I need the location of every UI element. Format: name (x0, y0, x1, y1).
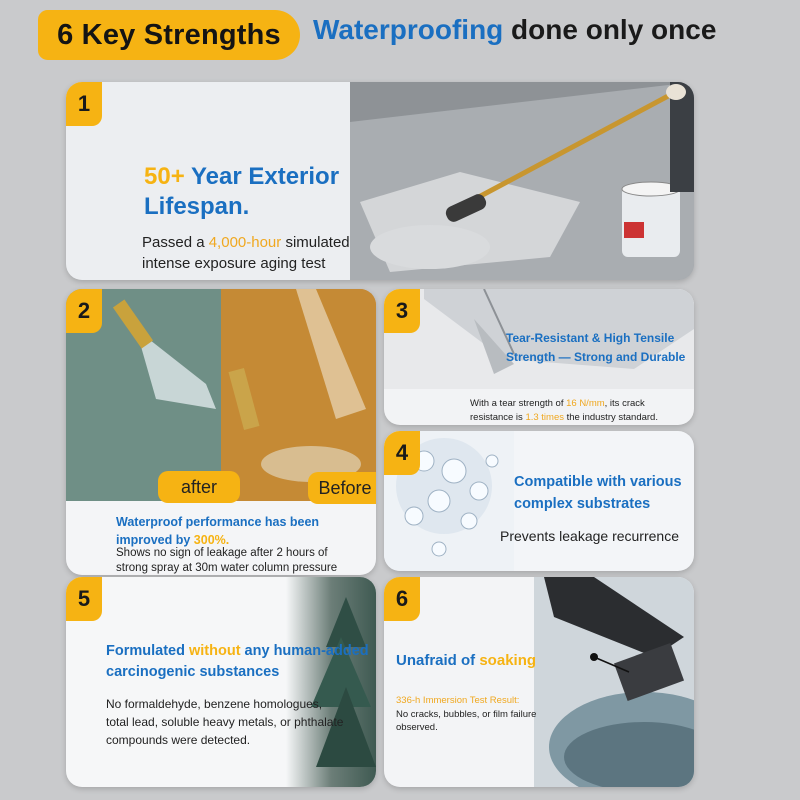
card-2-body-line2: strong spray at 30m water column pressure (116, 562, 338, 574)
card-1-body-highlight: 4,000-hour (208, 234, 282, 251)
card-2-body-line1: Shows no sign of leakage after 2 hours of (116, 547, 328, 559)
card-4-title-line2: complex substrates (514, 496, 651, 512)
card-6-body-line1: No cracks, bubbles, or film failure (396, 709, 537, 720)
card-3-body-line2-highlight: 1.3 times (525, 412, 564, 423)
card-5-title-highlight: without (188, 643, 241, 659)
card-number-4: 4 (384, 431, 420, 475)
card-2-title (116, 513, 319, 549)
card-5-title-a: Formulated (106, 643, 189, 659)
immersion-sample-photo (534, 577, 694, 787)
card-6-body (396, 708, 536, 734)
card-3-body-line1-highlight: 16 N/mm (566, 398, 605, 409)
card-4-body: Prevents leakage recurrence (500, 528, 679, 544)
card-1-body (142, 232, 350, 274)
card-number-2: 2 (66, 289, 102, 333)
card-5-body (106, 695, 343, 749)
card-number-3: 3 (384, 289, 420, 333)
strength-card-3 (384, 289, 694, 425)
card-6-body-line2: observed. (396, 722, 438, 733)
card-1-title-rest: Year Exterior (184, 163, 340, 190)
strength-card-5 (66, 577, 376, 787)
card-6-note: 336-h Immersion Test Result: (396, 695, 520, 706)
card-6-title (396, 652, 536, 669)
card-4-title-line1: Compatible with various (514, 474, 682, 490)
header-subtitle-rest: done only once (503, 14, 717, 45)
card-5-title (106, 641, 369, 683)
strength-card-4 (384, 431, 694, 571)
card-2-title-highlight: 300%. (193, 533, 230, 547)
card-2-title-line1: Waterproof performance has been (116, 515, 320, 529)
strength-card-2 (66, 289, 376, 575)
roof-coating-photo (350, 82, 694, 280)
strength-card-6 (384, 577, 694, 787)
header-badge-text: 6 Key Strengths (57, 18, 281, 51)
card-5-body-line1: No formaldehyde, benzene homologues, (106, 697, 323, 711)
card-number-6: 6 (384, 577, 420, 621)
card-5-title-b: any human-added (240, 643, 369, 659)
spray-test-photo (66, 289, 376, 501)
card-1-title-highlight: 50+ (144, 163, 185, 190)
after-label-text: after (180, 476, 218, 497)
header-subtitle (313, 14, 716, 46)
card-5-body-line3: compounds were detected. (106, 733, 251, 747)
card-3-body-line1b: , its crack (604, 398, 645, 409)
card-3-body (470, 397, 658, 425)
header-badge (38, 10, 300, 60)
card-number-5: 5 (66, 577, 102, 621)
card-3-body-line2b: the industry standard. (563, 412, 658, 423)
card-2-body (116, 546, 337, 575)
card-6-title-a: Unafraid of (396, 652, 480, 669)
card-1-body-line2: intense exposure aging test (142, 255, 326, 272)
card-number-1: 1 (66, 82, 102, 126)
card-1-body-a: Passed a (142, 234, 209, 251)
card-5-title-line2: carcinogenic substances (106, 664, 280, 680)
strength-card-1 (66, 82, 694, 280)
card-3-title (506, 329, 685, 367)
card-6-title-highlight: soaking (479, 652, 537, 669)
card-3-body-line2a: resistance is (470, 412, 526, 423)
card-2-title-line2a: improved by (116, 533, 194, 547)
card-3-body-line1a: With a tear strength of (470, 398, 567, 409)
card-3-title-line1: Tear-Resistant & High Tensile (506, 331, 675, 345)
before-label (308, 472, 376, 504)
card-4-title (514, 471, 682, 515)
card-1-title-line2: Lifespan. (144, 193, 250, 220)
card-3-title-line2: Strength — Strong and Durable (506, 350, 686, 364)
card-5-body-line2: total lead, soluble heavy metals, or phthalate (106, 715, 344, 729)
after-label (158, 471, 240, 503)
header-subtitle-highlight: Waterproofing (313, 14, 504, 45)
card-1-title (144, 162, 339, 222)
card-1-body-b: simulated (281, 234, 350, 251)
before-label-text: Before (318, 477, 372, 498)
